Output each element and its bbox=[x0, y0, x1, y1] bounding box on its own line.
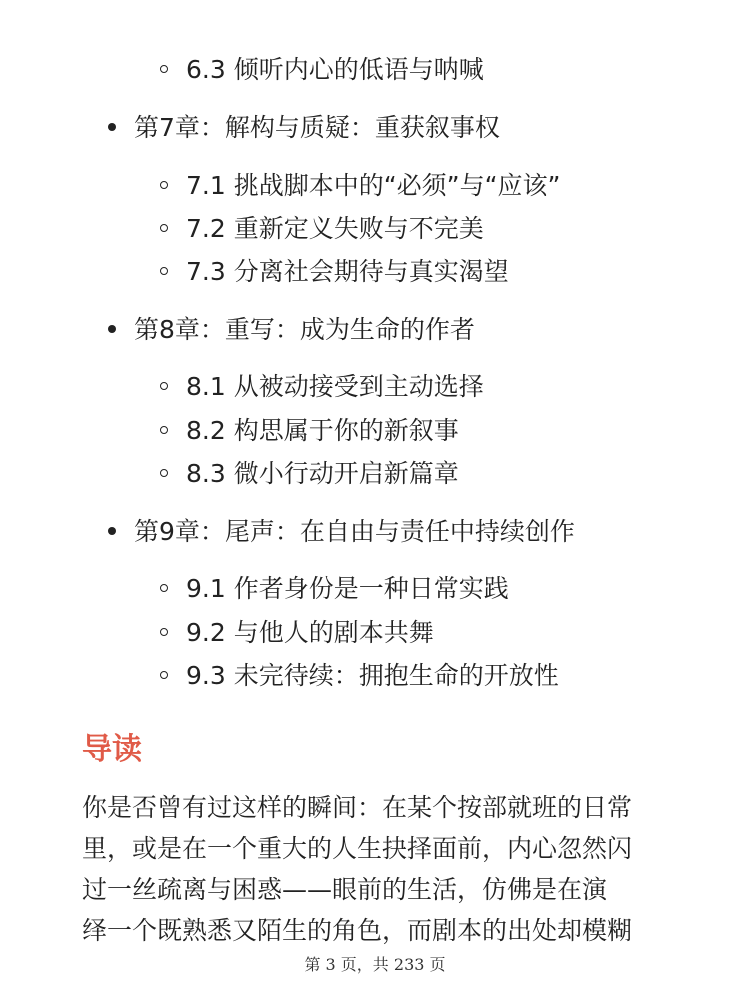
intro-heading: 导读 bbox=[82, 732, 142, 767]
toc-item-label: 8.2 构思属于你的新叙事 bbox=[186, 416, 459, 445]
toc-section-9-1[interactable] bbox=[160, 573, 509, 605]
toc-item-label: 第7章：解构与质疑：重获叙事权 bbox=[134, 113, 500, 142]
toc-item-label: 9.3 未完待续：拥抱生命的开放性 bbox=[186, 661, 559, 690]
toc-item-label: 8.1 从被动接受到主动选择 bbox=[186, 372, 484, 401]
hollow-bullet-icon bbox=[160, 469, 168, 477]
hollow-bullet-icon bbox=[160, 426, 168, 434]
toc-item-label: 7.2 重新定义失败与不完美 bbox=[186, 214, 484, 243]
page-footer: 第 3 页，共 233 页 bbox=[304, 955, 446, 974]
filled-bullet-icon bbox=[108, 123, 116, 131]
toc-section-9-2[interactable] bbox=[160, 617, 434, 649]
toc-item-label: 7.1 挑战脚本中的“必须”与“应该” bbox=[186, 171, 561, 200]
toc-item-label: 7.3 分离社会期待与真实渴望 bbox=[186, 257, 509, 286]
hollow-bullet-icon bbox=[160, 65, 168, 73]
hollow-bullet-icon bbox=[160, 671, 168, 679]
toc-chapter-7[interactable] bbox=[108, 112, 500, 144]
filled-bullet-icon bbox=[108, 325, 116, 333]
hollow-bullet-icon bbox=[160, 382, 168, 390]
toc-section-9-3[interactable] bbox=[160, 660, 559, 692]
hollow-bullet-icon bbox=[160, 267, 168, 275]
hollow-bullet-icon bbox=[160, 181, 168, 189]
toc-item-label: 9.1 作者身份是一种日常实践 bbox=[186, 574, 509, 603]
toc-item-label: 6.3 倾听内心的低语与呐喊 bbox=[186, 55, 484, 84]
toc-item-label: 9.2 与他人的剧本共舞 bbox=[186, 618, 434, 647]
toc-section-8-1[interactable] bbox=[160, 371, 484, 403]
hollow-bullet-icon bbox=[160, 224, 168, 232]
toc-section-6-3[interactable] bbox=[160, 54, 484, 86]
toc-section-7-1[interactable] bbox=[160, 170, 561, 202]
paragraph-line: 里，或是在一个重大的人生抉择面前，内心忽然闪 bbox=[82, 834, 633, 863]
hollow-bullet-icon bbox=[160, 584, 168, 592]
toc-item-label: 第9章：尾声：在自由与责任中持续创作 bbox=[134, 517, 575, 546]
paragraph-line: 过一丝疏离与困惑——眼前的生活，仿佛是在演 bbox=[82, 875, 608, 904]
paragraph-line: 绎一个既熟悉又陌生的角色，而剧本的出处却模糊 bbox=[82, 916, 633, 945]
toc-item-label: 8.3 微小行动开启新篇章 bbox=[186, 459, 459, 488]
toc-section-8-3[interactable] bbox=[160, 458, 459, 490]
toc-section-8-2[interactable] bbox=[160, 415, 459, 447]
filled-bullet-icon bbox=[108, 527, 116, 535]
paragraph-line: 你是否曾有过这样的瞬间：在某个按部就班的日常 bbox=[82, 793, 633, 822]
toc-item-label: 第8章：重写：成为生命的作者 bbox=[134, 315, 475, 344]
toc-chapter-8[interactable] bbox=[108, 314, 475, 346]
toc-section-7-2[interactable] bbox=[160, 213, 484, 245]
toc-section-7-3[interactable] bbox=[160, 256, 509, 288]
toc-chapter-9[interactable] bbox=[108, 516, 575, 548]
hollow-bullet-icon bbox=[160, 628, 168, 636]
